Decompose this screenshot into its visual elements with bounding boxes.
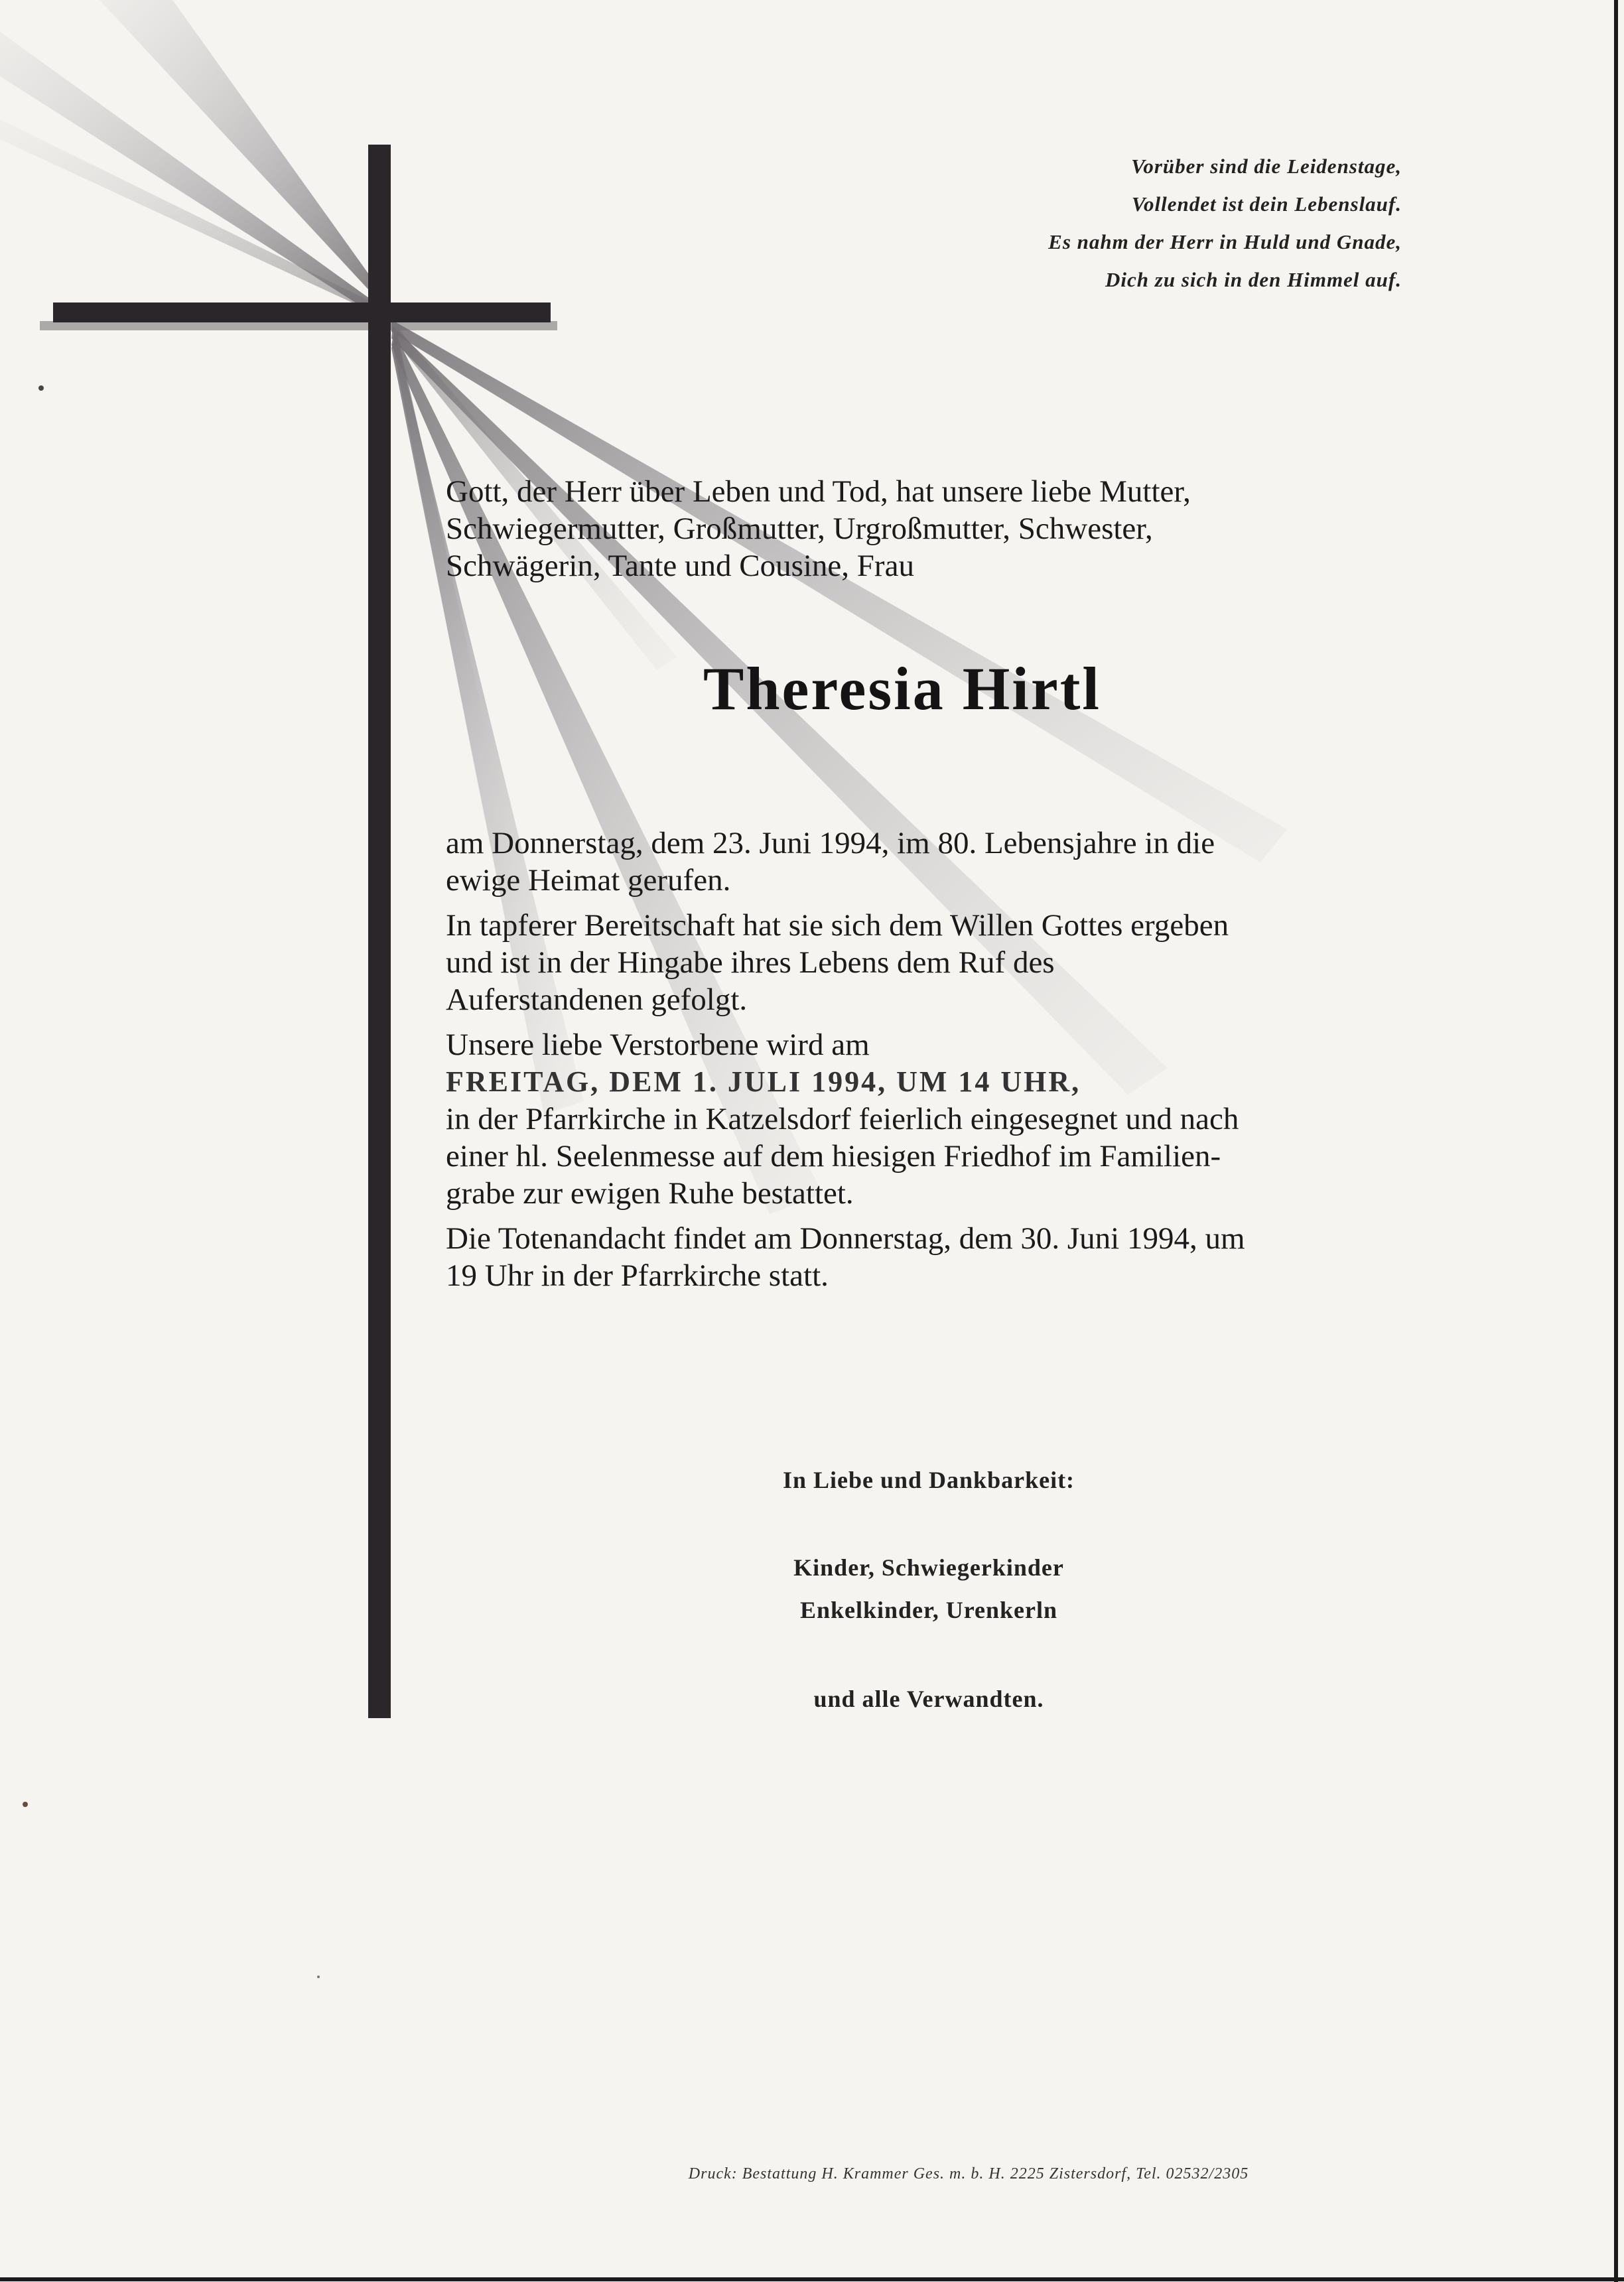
text-line: am Donnerstag, dem 23. Juni 1994, im 80. Lebensjahre in die (446, 826, 1215, 860)
text-line: ewige Heimat gerufen. (446, 863, 731, 898)
verse-line: Vorüber sind die Leidenstage, (1131, 155, 1402, 178)
intro-line: Schwägerin, Tante und Cousine, Frau (446, 549, 914, 583)
text-line: grabe zur ewigen Ruhe bestattet. (446, 1176, 854, 1211)
cross-vertical-beam (368, 145, 391, 1718)
family-line: und alle Verwandten. (813, 1686, 1044, 1712)
text-line: Unsere liebe Verstorbene wird am (446, 1028, 870, 1062)
verse-line: Dich zu sich in den Himmel auf. (1105, 268, 1402, 291)
death-date-paragraph (446, 825, 1414, 899)
family-line: Enkelkinder, Urenkerln (799, 1597, 1058, 1623)
funeral-paragraph (446, 1026, 1414, 1212)
main-text (446, 825, 1414, 1302)
intro-line: Gott, der Herr über Leben und Tod, hat unsere liebe Mutter, (446, 474, 1191, 509)
closing-heading: In Liebe und Dankbarkeit: (782, 1467, 1075, 1493)
family-line: Kinder, Schwiegerkinder (793, 1554, 1064, 1581)
cross-horizontal-beam (53, 302, 551, 322)
text-line: und ist in der Hingabe ihres Lebens dem Ruf des (446, 945, 1055, 980)
text-line: 19 Uhr in der Pfarrkirche statt. (446, 1258, 829, 1293)
text-line: Auferstandenen gefolgt. (446, 982, 748, 1017)
faith-paragraph (446, 907, 1414, 1018)
text-line: in der Pfarrkirche in Katzelsdorf feierlich eingesegnet und nach (446, 1102, 1239, 1136)
printer-imprint: Druck: Bestattung H. Krammer Ges. m. b. H. 2225 Zistersdorf, Tel. 02532/2305 (688, 2165, 1249, 2182)
vigil-paragraph (446, 1220, 1414, 1294)
verse-line: Es nahm der Herr in Huld und Gnade, (1048, 230, 1402, 253)
text-line: einer hl. Seelenmesse auf dem hiesigen Friedhof im Familien- (446, 1139, 1221, 1174)
verse-block (805, 147, 1402, 299)
funeral-date: FREITAG, DEM 1. JULI 1994, UM 14 UHR, (446, 1065, 1081, 1098)
intro-paragraph (446, 473, 1414, 584)
verse-line: Vollendet ist dein Lebenslauf. (1131, 192, 1402, 216)
text-line: Die Totenandacht findet am Donnerstag, dem 30. Juni 1994, um (446, 1221, 1245, 1256)
text-line: In tapferer Bereitschaft hat sie sich dem Willen Gottes ergeben (446, 908, 1229, 943)
deceased-name: Theresia Hirtl (703, 655, 1101, 722)
intro-line: Schwiegermutter, Großmutter, Urgroßmutter, Schwester, (446, 511, 1153, 546)
